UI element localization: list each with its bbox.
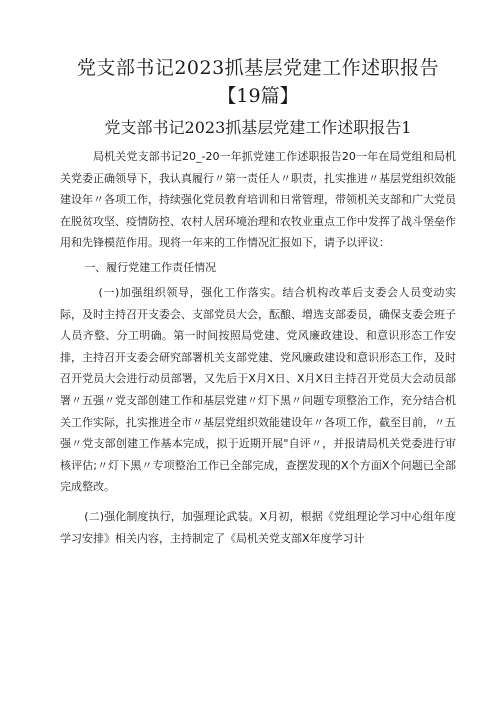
section-heading: 一、履行党建工作责任情况 bbox=[84, 260, 217, 274]
paragraph-organization: (一)加强组织领导，强化工作落实。结合机构改革后支委会人员变动实际，及时主持召开支委会、支部党员大会，酝酿、增选支部委员，确保支委会班子人员齐整、分工明确。第一时间按照局党建、党风廉政建设、和意识形态工作安排，主持召开支委会研究部署机关支部党建、党风廉政建设和意识形态工作，及时召开党员大会进行动员部署，又先后于X月X日、X月X日主持召开党员大会动员部署〃五强〃党支部创建工作和基层党建〃灯下黑〃问题专项整治工作，充分结合机关工作实际，扎实推进全市〃基层党组织效能建设年〃各项工作，截至目前，〃五强〃党支部创建工作基本完成，拟于近期开展"自评〃，并报请局机关党委进行审核评估;〃灯下黑〃专项整治工作已全部完成，查摆发现的X个方面X个问题已全部完成整改。 bbox=[60, 285, 456, 494]
document-title: 党支部书记2023抓基层党建工作述职报告 bbox=[76, 57, 440, 79]
document-title-count: 【19篇】 bbox=[217, 85, 299, 107]
intro-paragraph: 局机关党支部书记20_-20一年抓党建工作述职报告20一年在局党组和局机关党委正确领导下，我认真履行〃第一责任人〃职责，扎实推进〃基层党组织效能建设年〃各项工作，持续强化党员教育培训和日常管理，带领机关支部和广大党员在脱贫攻坚、疫情防控、农村人居环境治理和农牧业重点工作中发挥了战斗堡垒作用和先锋模范作用。现将一年来的工作情况汇报如下，请予以评议： bbox=[60, 150, 456, 250]
document-subtitle: 党支部书记2023抓基层党建工作述职报告1 bbox=[104, 118, 412, 137]
paragraph-system: (二)强化制度执行，加强理论武装。X月初，根据《党组理论学习中心组年度学习安排》相关内容，主持制定了《局机关党支部X年度学习计 bbox=[60, 509, 456, 545]
